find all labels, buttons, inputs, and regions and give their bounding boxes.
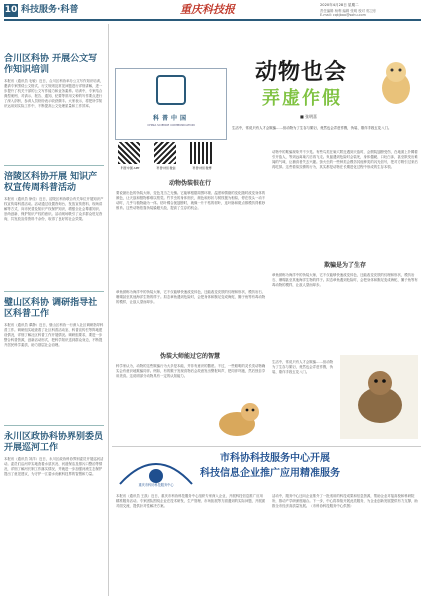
logo-en: CHINA SCIENCE COMMUNICATION (147, 123, 195, 127)
banner-body-left: 本报讯（通讯员 王凯）近日，重庆市科协科技服务中心组织专家深入企业，开展科技信息推广应用精准服务活动。专家团队围绕企业在技术研发、生产管理、市场拓展等方面遇到的实际问题，开展面对面交流，提供针对性解决方案。 (116, 494, 266, 509)
banner-badge (116, 450, 196, 490)
editor-line: 责任编辑 杨利 编辑 张明 校对 郭卫东 (320, 9, 377, 13)
email-line: E-mail: cqkjbao@sohu.com (320, 13, 366, 17)
article-2-title: 涪陵区科协开展 知识产权宣传周科普活动 (4, 172, 98, 193)
left-divider-2 (4, 291, 104, 292)
header-rule (4, 19, 421, 21)
feature-teaser: 生活中，常说只有人才会欺骗……但动物为了生存与繁衍，竟然也会弄虚作假，伪装、欺诈手段五花八门。 (232, 126, 392, 130)
qr-code-wechat[interactable] (154, 142, 176, 164)
left-divider-3 (4, 425, 104, 426)
author: ■ 张明喜 (300, 114, 318, 119)
feature-body-col-2b: 章鱼被称为海洋中的伪装大师，它不仅能够快速改变体色，还能改变皮肤的纹理和形状，模仿岩石、珊瑚甚至其他海洋生物的样子。拟态章鱼遇到危险时，会把身体和腕足变成海蛇、狮子鱼等有毒动物的模样，让敌人望而却步。 (272, 273, 418, 288)
article-3-body: 本报讯（通讯员 谭静）近日，璧山区科协一行深入社区调研指导科普工作。调研组实地查看了社区科普活动室、科普宣传栏等阵地建设情况，详细了解社区科普工作开展情况。调研组要求，要进一步整合科普资源，创新活动形式，把科学知识送到群众身边，不断提升居民科学素质，助力基层社会治理。 (4, 323, 104, 348)
qr-code-weibo[interactable] (190, 142, 212, 164)
qr-row (118, 142, 218, 176)
masthead: 重庆科技报 (180, 3, 235, 16)
banner-badge-label: 重庆市科协科技服务中心 (138, 483, 174, 487)
article-4-body: 本报讯（通讯员 刘洋）近日，永川区政协科协界别委员开展巡河活动。委员们沿河岸实地查看水质状况、河道保洁及排污口整治等情况，详细了解河长制工作落实情况，并就进一步加强河流生态保护提出了意见建议，为守护一江碧水贡献科技界的智慧和力量。 (4, 457, 104, 477)
article-1-title: 合川区科协 开展公文写作知识培训 (4, 54, 98, 75)
cat-illustration (210, 390, 264, 440)
section-title: 科技服务·科普 (21, 5, 79, 15)
banner-title-2: 科技信息企业推广应用精准服务 (200, 468, 340, 479)
subheading-1: 动物伪装很在行 (168, 180, 211, 187)
banner-body-right: 活动中，服务中心还向企业推介了一批适用的科技成果和信息资源，帮助企业对接高校和科研院所，推动产学研深度融合。下一步，中心将持续开展此类服务，为企业创新发展提供有力支撑，助推全市经济高质量发展。（市科协科技服务中心供图） (272, 494, 418, 509)
left-column (4, 24, 104, 596)
qr-code-app[interactable] (118, 142, 140, 164)
column-divider (108, 24, 109, 596)
feature-body-col-1b: 章鱼被称为海洋中的伪装大师，它不仅能够快速改变体色，还能改变皮肤的纹理和形状，模仿岩石、珊瑚甚至其他海洋生物的样子。拟态章鱼遇到危险时，会把身体和腕足变成海蛇、狮子鱼等有毒动物的模样，让敌人望而却步。 (116, 290, 266, 305)
left-divider-1 (4, 165, 104, 166)
banner-title-1: 市科协科技服务中心开展 (220, 453, 330, 464)
subheading-2: 伪装大师能过它的智慧 (159, 353, 220, 360)
feature-body-col-2: 动物中的欺骗现象并不少见。有些鸟类在巢穴附近遇到天敌时，会假装翅膀受伤，在地面上扑腾着引开敌人，等到远离巢穴后再飞走。负鼠遇到危险时会装死，身体僵硬、口吐白沫，甚至散发出难闻的气味，让捕食者失去兴趣。萤火虫的一些种类会模仿其他种类的闪光信号，把对方吸引过来后再吃掉。这些看似狡猾的行为，其实都是动物在长期进化过程中形成的生存本领。 (272, 150, 418, 170)
bird-illustration (340, 355, 418, 439)
qr-label-wechat: 科普中国 微信 (156, 166, 176, 170)
article-4-title: 永川区政协科协界别委员 开展巡河工作 (4, 432, 104, 453)
page-number: 10 (4, 5, 18, 15)
feature-body-col-1c: 科学家认为，动物的这些欺骗行为大多是本能，并非有意识的撒谎。不过，一些聪明的灵长类动物确实会有意识地欺骗同伴。例如，有的猴子发现食物后会故意发出警报叫声，把同伴吓跑，然后独自享用美食。这说明部分动物具有一定的认知能力。 (116, 364, 266, 379)
science-logo-block (115, 68, 227, 140)
article-1-body: 本报讯（通讯员 毛敏）近日，合川区科协举办公文写作知识培训，邀请专家围绕公文格式、行文规则及常见问题进行详细讲解，进一步提升了机关干部的公文写作能力和业务素养。培训中，专家结合典型案例，对请示、报告、通知、纪要等常用文种的写作要点进行了深入剖析，参训人员纷纷表示收获颇丰。大家表示，将把所学知识运用到实际工作中，不断提高公文处理质量和工作效率。 (4, 79, 104, 109)
banner-top-rule (112, 446, 421, 447)
date-line: 2020年4月28日 星期二 (320, 3, 359, 7)
article-2-body: 本报讯（通讯员 徐佳）近日，涪陵区科协联合有关单位开展知识产权宣传周科普活动。活动通过设置咨询台、发放宣传资料、现场讲解等方式，向市民普及知识产权保护知识，增强全社会尊重知识、崇尚创新、保护知识产权的意识。活动现场吸引了众多群众驻足咨询，共发放宣传资料千余份，取得了良好的社会效果。 (4, 197, 104, 222)
animal-illustration (378, 58, 414, 108)
feature-title: 动物也会 (255, 60, 348, 85)
feature-body-col-1: 要说最出色的伪装大师，变色龙当之无愧。它能够根据周围环境、温度和情绪的变化随时改变身体的颜色，让天敌和猎物都难以察觉。竹节虫的身体细长，颜色和形状与树枝极为相似，停在枝头一动不动时，几乎与植物融为一体。枯叶蝶合拢翅膀时，就像一片干枯的树叶，连叶脉和斑点都模仿得惟妙惟肖。这些动物依靠伪装躲避天敌，提高了生存的机会。 (116, 191, 266, 211)
feature-body-col-2c: 生活中，常说只有人才会欺骗……但动物为了生存与繁衍，竟然也会弄虚作假，伪装、欺诈手段五花八门。 (272, 360, 334, 375)
feature-subtitle: 弄虚作假 (262, 88, 342, 109)
article-3-title: 璧山区科协 调研指导社区科普工作 (4, 298, 98, 319)
subheading-3: 欺骗是为了生存 (323, 262, 366, 269)
logo-mark (156, 75, 186, 105)
logo-name: 科普中国 (152, 115, 189, 122)
qr-label-weibo: 科普中国 微博 (192, 166, 212, 170)
qr-label-app: 科普中国 APP (120, 166, 140, 170)
